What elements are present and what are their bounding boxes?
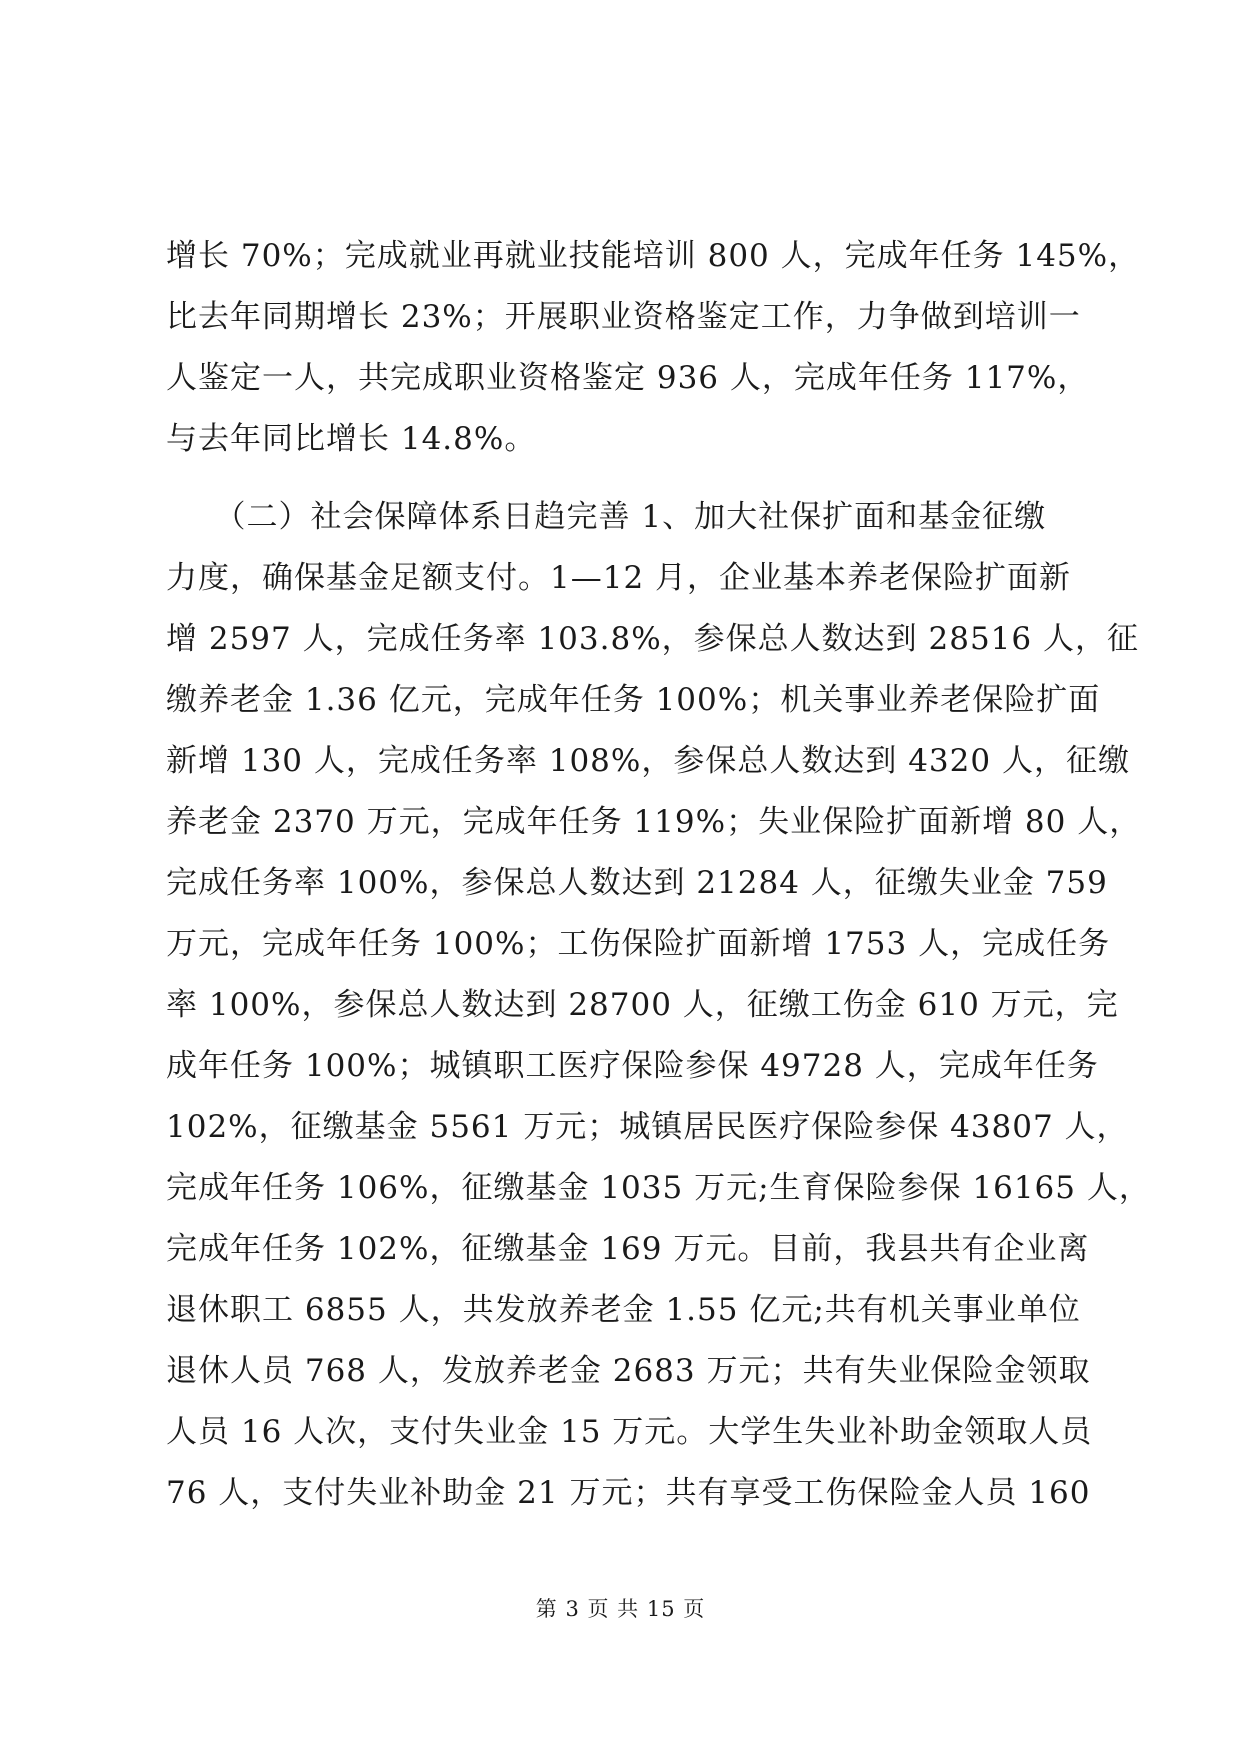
text-line: 率 100%，参保总人数达到 28700 人，征缴工伤金 610 万元，完 — [166, 987, 1119, 1023]
text-line: 完成年任务 106%，征缴基金 1035 万元;生育保险参保 16165 人， — [166, 1170, 1151, 1206]
page-footer: 第 3 页 共 15 页 — [535, 1597, 706, 1621]
paragraph-gap — [166, 470, 1076, 487]
text-line: 退休人员 768 人，发放养老金 2683 万元；共有失业保险金领取 — [166, 1353, 1091, 1389]
text-line: 成年任务 100%；城镇职工医疗保险参保 49728 人，完成年任务 — [166, 1048, 1099, 1084]
text-line: 完成任务率 100%，参保总人数达到 21284 人，征缴失业金 759 — [166, 865, 1108, 901]
text-line: （二）社会保障体系日趋完善 1、加大社保扩面和基金征缴 — [166, 499, 1047, 535]
text-line: 人员 16 人次，支付失业金 15 万元。大学生失业补助金领取人员 — [166, 1414, 1093, 1450]
text-line: 完成年任务 102%，征缴基金 169 万元。目前，我县共有企业离 — [166, 1231, 1090, 1267]
body-text — [166, 226, 1151, 1524]
text-line: 102%，征缴基金 5561 万元；城镇居民医疗保险参保 43807 人， — [166, 1109, 1129, 1145]
text-line: 比去年同期增长 23%；开展职业资格鉴定工作，力争做到培训一 — [166, 299, 1081, 335]
text-line: 与去年同比增长 14.8%。 — [166, 421, 537, 457]
text-line: 退休职工 6855 人，共发放养老金 1.55 亿元;共有机关事业单位 — [166, 1292, 1081, 1328]
text-line: 增 2597 人，完成任务率 103.8%，参保总人数达到 28516 人，征 — [166, 621, 1139, 657]
text-line: 力度，确保基金足额支付。1—12 月，企业基本养老保险扩面新 — [166, 560, 1072, 596]
text-line: 人鉴定一人，共完成职业资格鉴定 936 人，完成年任务 117%， — [166, 360, 1090, 396]
text-line: 缴养老金 1.36 亿元，完成年任务 100%；机关事业养老保险扩面 — [166, 682, 1101, 718]
text-line: 养老金 2370 万元，完成年任务 119%；失业保险扩面新增 80 人， — [166, 804, 1142, 840]
text-line: 增长 70%；完成就业再就业技能培训 800 人，完成年任务 145%， — [166, 238, 1141, 274]
text-line: 万元，完成年任务 100%；工伤保险扩面新增 1753 人，完成任务 — [166, 926, 1111, 962]
text-line: 76 人，支付失业补助金 21 万元；共有享受工伤保险金人员 160 — [166, 1475, 1091, 1511]
text-line: 新增 130 人，完成任务率 108%，参保总人数达到 4320 人，征缴 — [166, 743, 1130, 779]
